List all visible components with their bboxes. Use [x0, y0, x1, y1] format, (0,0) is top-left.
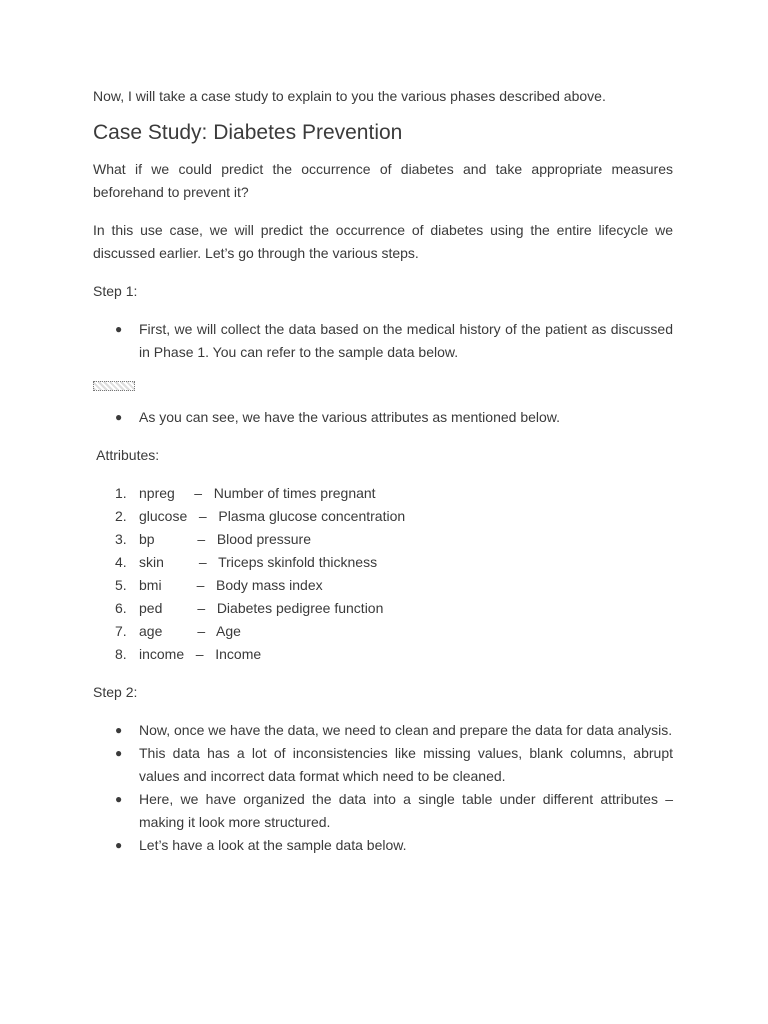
attribute-item [93, 574, 673, 597]
attribute-item [93, 505, 673, 528]
list-item [93, 406, 673, 429]
step2-list [93, 719, 673, 857]
case-study-heading: Case Study: Diabetes Prevention [93, 121, 403, 144]
attribute-text: age – Age [139, 623, 241, 639]
list-item-text: Let’s have a look at the sample data below. [139, 837, 407, 853]
attribute-text: glucose – Plasma glucose concentration [139, 508, 406, 524]
use-case-paragraph: In this use case, we will predict the occurrence of diabetes using the entire lifecycle we discussed earlier. Let’s go through the various steps. [93, 222, 673, 261]
question-paragraph: What if we could predict the occurrence of diabetes and take appropriate measures beforehand to prevent it? [93, 161, 673, 200]
attribute-number: 2. [115, 508, 127, 524]
attribute-text: income – Income [139, 646, 262, 662]
bullet-icon: ● [115, 723, 123, 737]
sample-data-image-placeholder [93, 381, 673, 403]
attribute-item [93, 643, 673, 666]
list-item-text: First, we will collect the data based on the medical history of the patient as discussed in Phase 1. You can refer to the sample data below. [139, 321, 673, 360]
attribute-item [93, 482, 673, 505]
broken-image-icon [93, 381, 135, 391]
bullet-icon: ● [115, 410, 123, 424]
list-item [93, 318, 673, 364]
step1-label: Step 1: [93, 283, 138, 299]
attribute-number: 4. [115, 554, 127, 570]
attributes-label: Attributes: [93, 447, 160, 463]
attribute-item [93, 528, 673, 551]
attribute-number: 8. [115, 646, 127, 662]
attributes-list [93, 482, 673, 666]
document-content [93, 85, 673, 857]
list-item-text: This data has a lot of inconsistencies like missing values, blank columns, abrupt values and incorrect data format which need to be cleaned. [139, 745, 673, 784]
attribute-text: bp – Blood pressure [139, 531, 311, 547]
attribute-text: npreg – Number of times pregnant [139, 485, 376, 501]
attribute-text: bmi – Body mass index [139, 577, 323, 593]
step1-list [93, 318, 673, 364]
intro-paragraph: Now, I will take a case study to explain to you the various phases described above. [93, 88, 606, 104]
bullet-icon: ● [115, 746, 123, 760]
attribute-number: 1. [115, 485, 127, 501]
step1-list-2 [93, 406, 673, 429]
attribute-text: skin – Triceps skinfold thickness [139, 554, 378, 570]
attribute-number: 6. [115, 600, 127, 616]
list-item-text: Here, we have organized the data into a single table under different attributes – making it look more structured. [139, 791, 673, 830]
list-item-text: Now, once we have the data, we need to clean and prepare the data for data analysis. [139, 722, 673, 738]
attribute-item [93, 620, 673, 643]
attribute-number: 7. [115, 623, 127, 639]
attribute-text: ped – Diabetes pedigree function [139, 600, 384, 616]
attribute-number: 3. [115, 531, 127, 547]
attribute-number: 5. [115, 577, 127, 593]
bullet-icon: ● [115, 322, 123, 336]
list-item [93, 742, 673, 788]
list-item-text: As you can see, we have the various attributes as mentioned below. [139, 409, 561, 425]
attribute-item [93, 597, 673, 620]
step2-label: Step 2: [93, 684, 138, 700]
attribute-item [93, 551, 673, 574]
list-item [93, 719, 673, 742]
list-item [93, 834, 673, 857]
list-item [93, 788, 673, 834]
bullet-icon: ● [115, 792, 123, 806]
bullet-icon: ● [115, 838, 123, 852]
